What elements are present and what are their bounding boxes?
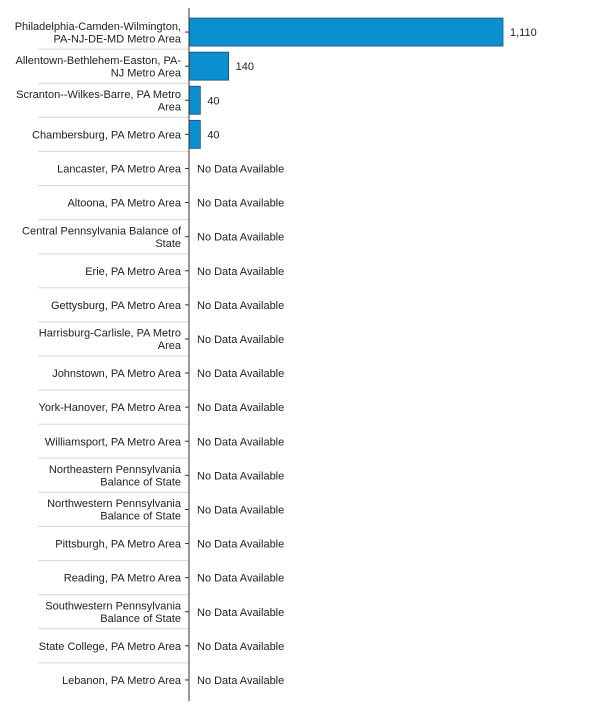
category-label-line: Williamsport, PA Metro Area <box>44 436 181 449</box>
category-label <box>45 601 182 626</box>
category-label-line: Johnstown, PA Metro Area <box>52 368 181 381</box>
category-label-line: Scranton--Wilkes-Barre, PA Metro <box>16 89 181 101</box>
category-label-line: Altoona, PA Metro Area <box>67 197 181 210</box>
category-label-line: Northwestern Pennsylvania <box>47 498 181 511</box>
no-data-label: No Data Available <box>197 163 285 176</box>
category-label-line: Balance of State <box>100 510 181 523</box>
category-label <box>62 675 182 687</box>
category-label <box>64 573 182 585</box>
category-label-line: Pittsburgh, PA Metro Area <box>55 538 181 551</box>
bar <box>189 52 229 80</box>
no-data-label: No Data Available <box>197 674 285 687</box>
category-label <box>39 641 182 653</box>
category-label-line: NJ Metro Area <box>110 67 181 80</box>
category-label-line: Lebanon, PA Metro Area <box>61 674 181 687</box>
bar <box>189 18 503 46</box>
category-label-line: Gettysburg, PA Metro Area <box>50 299 181 312</box>
no-data-label: No Data Available <box>197 470 285 483</box>
no-data-label: No Data Available <box>197 606 285 619</box>
category-label-line: Northeastern Pennsylvania <box>48 464 181 477</box>
category-label-line: Philadelphia-Camden-Wilmington, <box>14 20 181 33</box>
category-label-line: State <box>155 237 181 250</box>
category-label-line: Balance of State <box>100 613 181 625</box>
category-label-line: Southwestern Pennsylvania <box>45 600 181 613</box>
category-label-line: Area <box>157 101 181 114</box>
category-label <box>16 55 182 80</box>
no-data-label: No Data Available <box>197 265 285 278</box>
category-label <box>51 300 182 312</box>
no-data-label: No Data Available <box>197 504 285 517</box>
category-label <box>85 266 182 278</box>
no-data-label: No Data Available <box>197 572 285 585</box>
category-label-line: Erie, PA Metro Area <box>85 265 181 278</box>
bar <box>189 120 200 148</box>
category-label-line: Balance of State <box>100 476 181 489</box>
category-label-line: PA-NJ-DE-MD Metro Area <box>53 33 181 46</box>
category-label-line: Chambersburg, PA Metro Area <box>32 129 181 142</box>
category-label <box>47 498 182 523</box>
no-data-label: No Data Available <box>197 538 285 551</box>
no-data-label: No Data Available <box>197 231 285 244</box>
no-data-label: No Data Available <box>197 299 285 312</box>
bar <box>189 86 200 114</box>
category-label-line: York-Hanover, PA Metro Area <box>38 402 181 415</box>
no-data-label: No Data Available <box>197 368 285 381</box>
no-data-label: No Data Available <box>197 436 285 449</box>
category-label <box>67 198 181 210</box>
category-label <box>22 225 182 250</box>
value-label: 1,110 <box>510 27 537 40</box>
no-data-label: No Data Available <box>197 640 285 653</box>
category-label-line: Area <box>157 340 181 353</box>
category-label <box>52 368 182 380</box>
category-label <box>16 89 182 114</box>
category-label-line: Harrisburg-Carlisle, PA Metro <box>38 327 181 340</box>
category-label-line: Allentown-Bethlehem-Easton, PA- <box>15 54 181 67</box>
category-label <box>49 464 182 489</box>
category-label <box>39 328 182 353</box>
category-label <box>57 163 182 175</box>
category-label <box>32 129 182 141</box>
category-label-line: Central Pennsylvania Balance of <box>22 225 181 238</box>
category-label <box>39 402 182 414</box>
category-label-line: State College, PA Metro Area <box>38 640 181 653</box>
no-data-label: No Data Available <box>197 333 285 346</box>
category-label <box>45 436 182 448</box>
category-label-line: Reading, PA Metro Area <box>63 572 181 585</box>
value-label: 140 <box>235 61 254 74</box>
no-data-label: No Data Available <box>197 197 285 210</box>
value-label: 40 <box>207 95 220 108</box>
no-data-label: No Data Available <box>197 402 285 415</box>
category-label-line: Lancaster, PA Metro Area <box>57 163 181 176</box>
category-label <box>55 539 182 551</box>
category-label <box>15 21 182 46</box>
value-label: 40 <box>207 129 220 142</box>
